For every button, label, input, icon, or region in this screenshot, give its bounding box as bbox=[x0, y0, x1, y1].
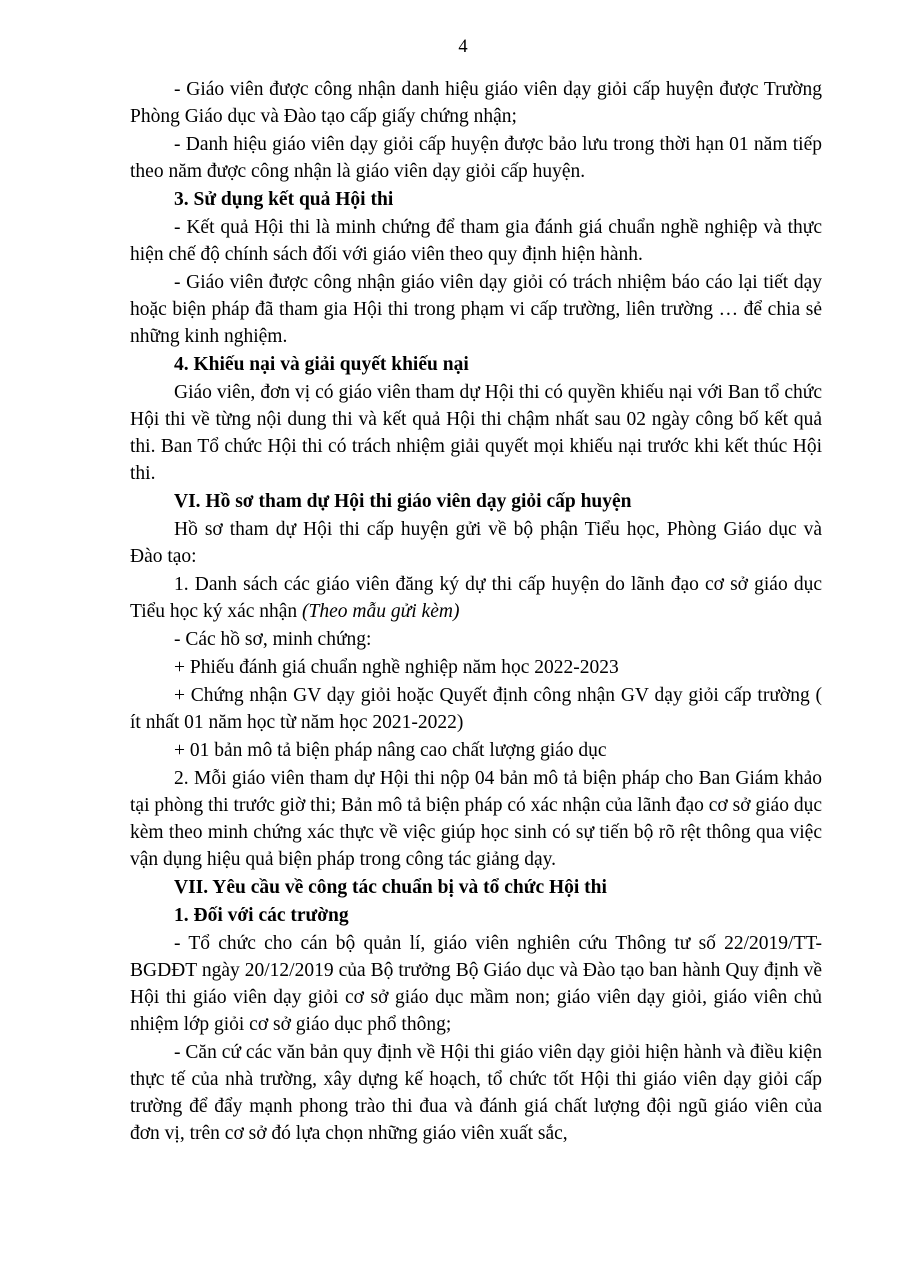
para-results-evidence: - Kết quả Hội thi là minh chứng để tham gia đánh giá chuẩn nghề nghiệp và thực hiện chế độ chính sách đối với giáo viên theo quy định hiện hành. bbox=[130, 217, 822, 266]
para-list-2-submit-copies: 2. Mỗi giáo viên tham dự Hội thi nộp 04 bản mô tả biện pháp cho Ban Giám khảo tại phòng thi trước giờ thi; Bản mô tả biện pháp có xác nhận của lãnh đạo cơ sở giáo dục kèm theo minh chứng xác thực về việc giúp học sinh có sự tiến bộ rõ rệt thông qua việc vận dụng hiệu quả biện pháp trong công tác giảng dạy. bbox=[130, 768, 822, 871]
para-list-1-text: 1. Danh sách các giáo viên đăng ký dự thi cấp huyện do lãnh đạo cơ sở giáo dục Tiểu học ký xác nhận bbox=[130, 574, 822, 623]
heading-3-use-of-results: 3. Sử dụng kết quả Hội thi bbox=[174, 189, 394, 211]
document-body bbox=[130, 76, 822, 1147]
para-recognition-certificate: - Giáo viên được công nhận danh hiệu giáo viên dạy giỏi cấp huyện được Trường Phòng Giáo dục và Đào tạo cấp giấy chứng nhận; bbox=[130, 79, 822, 128]
para-plus-assessment-sheet: + Phiếu đánh giá chuẩn nghề nghiệp năm học 2022-2023 bbox=[174, 657, 619, 679]
para-plus-certificate-school-level: + Chứng nhận GV dạy giỏi hoặc Quyết định công nhận GV dạy giỏi cấp trường ( ít nhất 01 năm học từ năm học 2021-2022) bbox=[130, 685, 822, 734]
heading-4-complaints: 4. Khiếu nại và giải quyết khiếu nại bbox=[174, 354, 469, 376]
heading-vi-dossier: VI. Hồ sơ tham dự Hội thi giáo viên dạy giỏi cấp huyện bbox=[174, 491, 632, 513]
para-organize-study-circular: - Tổ chức cho cán bộ quản lí, giáo viên nghiên cứu Thông tư số 22/2019/TT-BGDĐT ngày 20/12/2019 của Bộ trưởng Bộ Giáo dục và Đào tạo ban hành Quy định về Hội thi giáo viên dạy giỏi cơ sở giáo dục mầm non; giáo viên dạy giỏi, giáo viên chủ nhiệm lớp giỏi cơ sở giáo dục phổ thông; bbox=[130, 933, 822, 1036]
para-list-1-registration bbox=[130, 571, 822, 625]
page-number bbox=[130, 36, 822, 58]
para-list-1-italic-note: (Theo mẫu gửi kèm) bbox=[302, 601, 460, 623]
page-number-value: 4 bbox=[458, 37, 468, 57]
para-plus-one-measure-description: + 01 bản mô tả biện pháp nâng cao chất lượng giáo dục bbox=[174, 740, 607, 762]
para-report-back-lesson: - Giáo viên được công nhận giáo viên dạy giỏi có trách nhiệm báo cáo lại tiết dạy hoặc biện pháp đã tham gia Hội thi trong phạm vi cấp trường, liên trường … để chia sẻ những kinh nghiệm. bbox=[130, 272, 822, 348]
para-dossier-send-to: Hồ sơ tham dự Hội thi cấp huyện gửi về bộ phận Tiểu học, Phòng Giáo dục và Đào tạo: bbox=[130, 519, 822, 568]
para-documents-evidence: - Các hồ sơ, minh chứng: bbox=[174, 629, 372, 651]
para-complaint-details: Giáo viên, đơn vị có giáo viên tham dự Hội thi có quyền khiếu nại với Ban tổ chức Hội thi về từng nội dung thi và kết quả Hội thi chậm nhất sau 02 ngày công bố kết quả thi. Ban Tổ chức Hội thi có trách nhiệm giải quyết mọi khiếu nại trước khi kết thúc Hội thi. bbox=[130, 382, 822, 485]
heading-vii-requirements: VII. Yêu cầu về công tác chuẩn bị và tổ chức Hội thi bbox=[174, 877, 607, 899]
heading-1-for-schools: 1. Đối với các trường bbox=[174, 905, 349, 927]
para-title-reserved: - Danh hiệu giáo viên dạy giỏi cấp huyện được bảo lưu trong thời hạn 01 năm tiếp theo năm được công nhận là giáo viên dạy giỏi cấp huyện. bbox=[130, 134, 822, 183]
para-based-on-documents: - Căn cứ các văn bản quy định về Hội thi giáo viên dạy giỏi hiện hành và điều kiện thực tế của nhà trường, xây dựng kế hoạch, tổ chức tốt Hội thi giáo viên dạy giỏi cấp trường để đẩy mạnh phong trào thi đua và đánh giá chất lượng đội ngũ giáo viên của đơn vị, trên cơ sở đó lựa chọn những giáo viên xuất sắc, bbox=[130, 1042, 822, 1145]
